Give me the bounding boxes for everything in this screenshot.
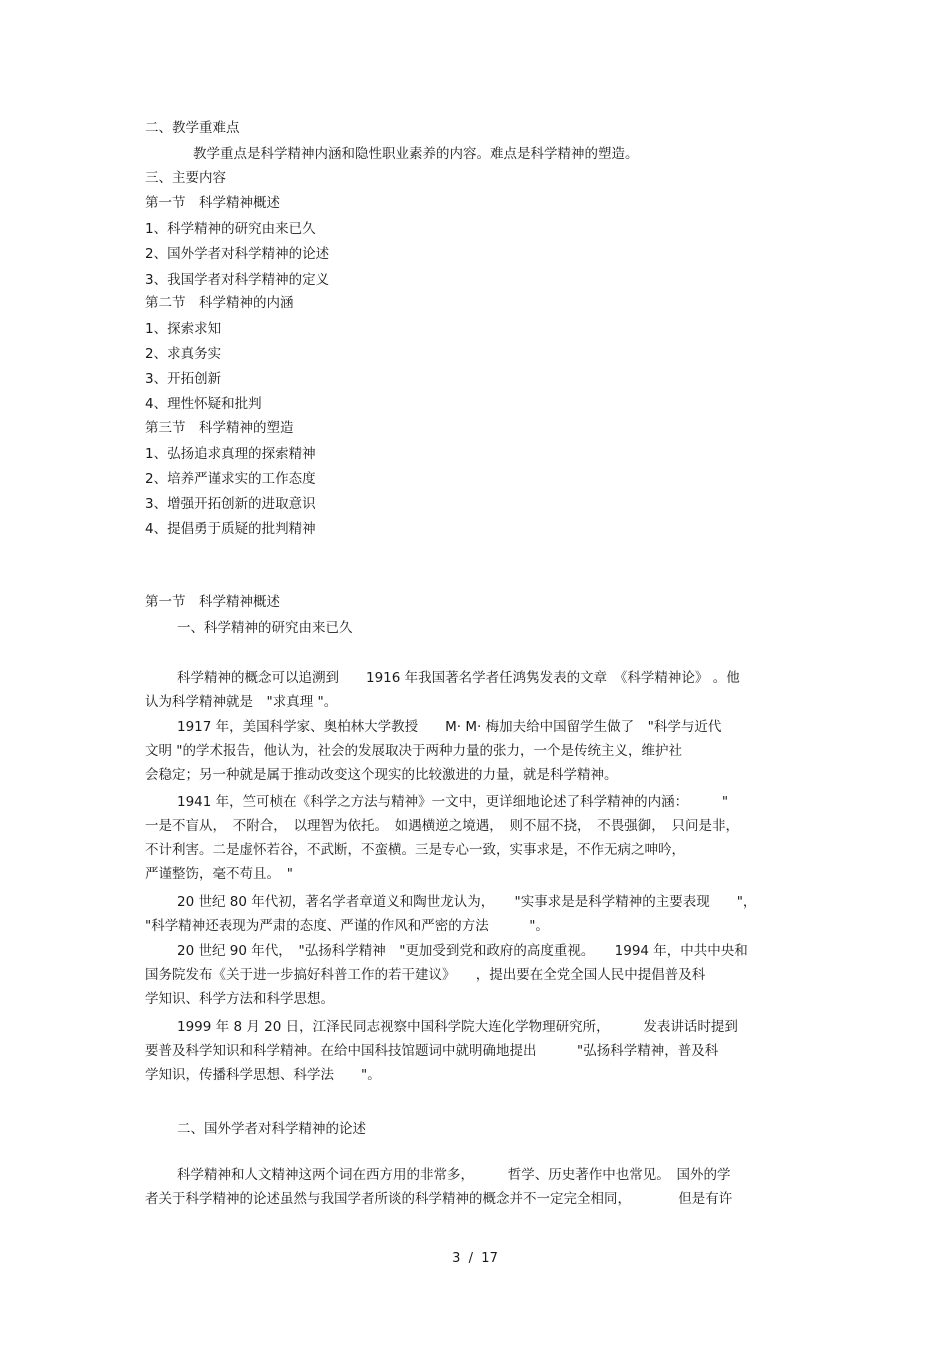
paragraph-line: 会稳定；另一种就是属于推动改变这个现实的比较激进的力量，就是科学精神。: [145, 767, 618, 783]
paragraph-line: 1999 年 8 月 20 日，江泽民同志视察中国科学院大连化学物理研究所， 发表讲话时提到: [177, 1019, 738, 1035]
paragraph-1: [145, 666, 807, 714]
paragraph-line: 严谨整饬，毫不苟且。 ": [145, 866, 293, 882]
paragraph-2: [145, 715, 807, 787]
paragraph-5: [145, 939, 807, 1011]
outline-item: 3、开拓创新: [145, 371, 222, 387]
outline-item: 4、理性怀疑和批判: [145, 396, 262, 412]
outline-item: 2、求真务实: [145, 346, 222, 362]
outline-section1-heading: 第一节 科学精神概述: [145, 195, 280, 211]
paragraph-line: 文明 "的学术报告，他认为，社会的发展取决于两种力量的张力，一个是传统主义，维护社: [145, 743, 682, 759]
paragraph-line: 20 世纪 80 年代初，著名学者章道义和陶世龙认为， "实事求是是科学精神的主要表现 "，: [177, 894, 757, 910]
paragraph-6: [145, 1015, 807, 1087]
paragraph-4: [145, 890, 807, 938]
paragraph-line: 1941 年，竺可桢在《科学之方法与精神》一文中，更详细地论述了科学精神的内涵： ": [177, 794, 729, 810]
outline-item: 2、培养严谨求实的工作态度: [145, 471, 316, 487]
outline-item: 1、探索求知: [145, 321, 222, 337]
outline-section2-heading: 第二节 科学精神的内涵: [145, 295, 294, 311]
paragraph-line: 20 世纪 90 年代， "弘扬科学精神 "更加受到党和政府的高度重视。 1994 年，中共中央和: [177, 943, 748, 959]
paragraph-line: 学知识、科学方法和科学思想。: [145, 991, 334, 1007]
outline-item: 4、提倡勇于质疑的批判精神: [145, 521, 316, 537]
subsection-heading: 二、国外学者对科学精神的论述: [177, 1121, 366, 1137]
heading-difficulty: 二、教学重难点: [145, 120, 240, 136]
heading-content: 三、主要内容: [145, 170, 226, 186]
difficulty-text: 教学重点是科学精神内涵和隐性职业素养的内容。难点是科学精神的塑造。: [193, 146, 639, 162]
paragraph-7: [145, 1163, 807, 1211]
paragraph-line: 国务院发布《关于进一步搞好科普工作的若干建议》 ，提出要在全党全国人民中提倡普及科: [145, 967, 706, 983]
outline-item: 3、增强开拓创新的进取意识: [145, 496, 316, 512]
outline-section3-heading: 第三节 科学精神的塑造: [145, 420, 294, 436]
paragraph-line: 科学精神的概念可以追溯到 1916 年我国著名学者任鸿隽发表的文章 《科学精神论》 。他: [177, 670, 740, 686]
outline-item: 1、弘扬追求真理的探索精神: [145, 446, 316, 462]
outline-item: 2、国外学者对科学精神的论述: [145, 246, 330, 262]
outline-item: 1、科学精神的研究由来已久: [145, 221, 316, 237]
paragraph-line: 学知识，传播科学思想、科学法 "。: [145, 1067, 381, 1083]
paragraph-3: [145, 790, 807, 886]
paragraph-line: 1917 年，美国科学家、奥柏林大学教授 M· M· 梅加夫给中国留学生做了 "科学与近代: [177, 719, 722, 735]
page-number: 3 / 17: [452, 1251, 498, 1266]
paragraph-line: 者关于科学精神的论述虽然与我国学者所谈的科学精神的概念并不一定完全相同， 但是有许: [145, 1191, 733, 1207]
paragraph-line: 不计利害。二是虚怀若谷，不武断，不蛮横。三是专心一致，实事求是，不作无病之呻吟，: [145, 842, 685, 858]
paragraph-line: 要普及科学知识和科学精神。在给中国科技馆题词中就明确地提出 "弘扬科学精神，普及科: [145, 1043, 719, 1059]
paragraph-line: 一是不盲从， 不附合， 以理智为依托。 如遇横逆之境遇， 则不屈不挠， 不畏强御， 只问是非，: [145, 818, 739, 834]
paragraph-line: 科学精神和人文精神这两个词在西方用的非常多， 哲学、历史著作中也常见。 国外的学: [177, 1167, 731, 1183]
section-heading: 第一节 科学精神概述: [145, 594, 280, 610]
outline-item: 3、我国学者对科学精神的定义: [145, 272, 330, 288]
paragraph-line: 认为科学精神就是 "求真理 "。: [145, 694, 338, 710]
subsection-heading: 一、科学精神的研究由来已久: [177, 620, 353, 636]
paragraph-line: "科学精神还表现为严肃的态度、严谨的作风和严密的方法 "。: [145, 918, 549, 934]
